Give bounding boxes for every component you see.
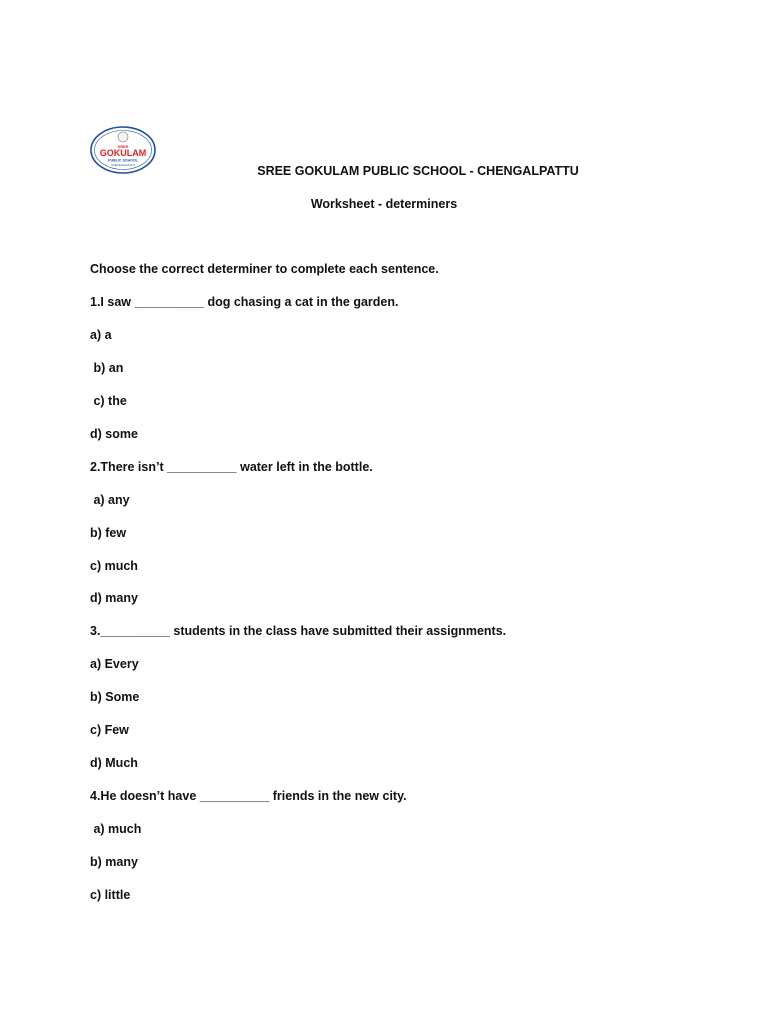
question-3-option-c: c) Few <box>90 723 129 737</box>
question-3-option-a: a) Every <box>90 657 139 671</box>
instruction-text: Choose the correct determiner to complete each sentence. <box>90 262 439 276</box>
question-2-option-c: c) much <box>90 559 138 573</box>
question-1-text: 1.I saw __________ dog chasing a cat in the garden. <box>90 295 399 309</box>
question-1-option-b: b) an <box>90 361 124 375</box>
logo-text-sub: PUBLIC SCHOOL <box>108 158 138 163</box>
logo-text-top: SREE <box>117 144 129 149</box>
school-name: SREE GOKULAM PUBLIC SCHOOL - CHENGALPATTU <box>257 164 579 178</box>
question-4-option-a: a) much <box>90 822 142 836</box>
logo-text-main: GOKULAM <box>99 148 147 158</box>
question-2-option-d: d) many <box>90 591 138 605</box>
question-4-option-b: b) many <box>90 855 138 869</box>
question-2-option-a: a) any <box>90 493 130 507</box>
question-3-text: 3.__________ students in the class have submitted their assignments. <box>90 624 507 638</box>
question-1-option-d: d) some <box>90 427 138 441</box>
question-3-option-b: b) Some <box>90 690 140 704</box>
question-3-option-d: d) Much <box>90 756 138 770</box>
question-1-option-a: a) a <box>90 328 112 342</box>
logo-text-bottom: CHENGALPATTU <box>111 163 135 167</box>
question-4-option-c: c) little <box>90 888 131 902</box>
question-1-option-c: c) the <box>90 394 127 408</box>
question-2-option-b: b) few <box>90 526 127 540</box>
question-4-text: 4.He doesn’t have __________ friends in the new city. <box>90 789 407 803</box>
question-2-text: 2.There isn’t __________ water left in the bottle. <box>90 460 373 474</box>
worksheet-title: Worksheet - determiners <box>310 197 458 211</box>
